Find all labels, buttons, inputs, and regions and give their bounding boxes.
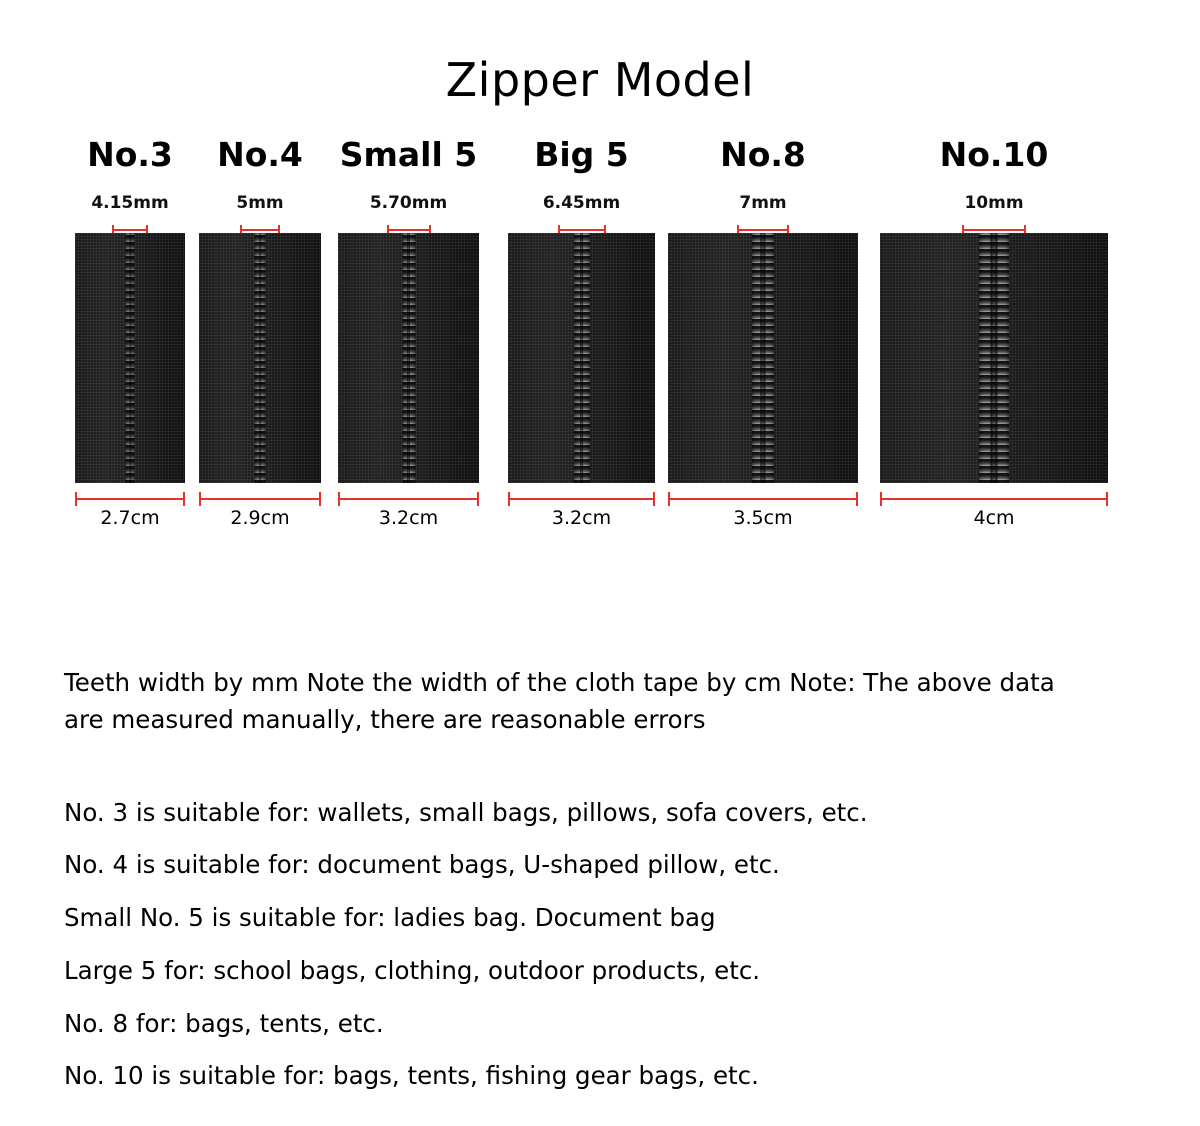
zipper-model-label: No.3: [87, 134, 173, 174]
tape-width-label: 3.2cm: [378, 506, 439, 529]
zipper-teeth-center: [580, 233, 584, 483]
zipper-teeth-center: [407, 233, 410, 483]
teeth-width-arrow: [112, 229, 148, 231]
tape-width-measure: [508, 493, 655, 539]
usage-item: Large 5 for: school bags, clothing, outdoor products, etc.: [64, 955, 761, 985]
zipper-teeth-center: [990, 233, 997, 483]
teeth-width-arrow: [558, 229, 606, 231]
tape-width-arrow: [338, 498, 479, 500]
usage-list: [64, 787, 1140, 1103]
teeth-width-label: 5mm: [236, 192, 284, 213]
tape-width-label: 4cm: [973, 506, 1015, 529]
tape-width-arrow: [199, 498, 321, 500]
zipper-photo: [508, 233, 655, 483]
teeth-width-measure: [880, 193, 1108, 233]
zipper-photo: [199, 233, 321, 483]
zipper-column: [508, 134, 655, 539]
zipper-teeth: [126, 233, 135, 483]
page-title: Zipper Model: [445, 52, 755, 107]
zipper-comparison-diagram: [0, 134, 1200, 558]
zipper-column: [668, 134, 858, 539]
teeth-width-measure: [668, 193, 858, 233]
measurement-note: Teeth width by mm Note the width of the cloth tape by cm Note: The above data are measured manually, there are reasonable errors: [64, 668, 1055, 735]
usage-item: Small No. 5 is suitable for: ladies bag. Document bag: [64, 903, 716, 933]
zipper-teeth: [574, 233, 590, 483]
teeth-width-label: 6.45mm: [542, 192, 621, 213]
teeth-width-label: 4.15mm: [91, 192, 169, 213]
zipper-teeth-center: [259, 233, 262, 483]
tape-width-arrow: [508, 498, 655, 500]
zipper-model-label: No.10: [939, 134, 1049, 174]
teeth-width-arrow: [240, 229, 280, 231]
zipper-photo: [880, 233, 1108, 483]
zipper-teeth: [255, 233, 266, 483]
zipper-photo: [338, 233, 479, 483]
tape-width-arrow: [668, 498, 858, 500]
tape-width-label: 2.9cm: [230, 506, 290, 529]
zipper-teeth-center: [129, 233, 131, 483]
tape-width-measure: [668, 493, 858, 539]
teeth-width-measure: [338, 193, 479, 233]
teeth-width-label: 10mm: [964, 192, 1024, 213]
zipper-teeth: [752, 233, 774, 483]
tape-width-arrow: [880, 498, 1108, 500]
tape-width-measure: [880, 493, 1108, 539]
zipper-model-label: Small 5: [339, 134, 478, 174]
tape-width-label: 3.2cm: [551, 506, 612, 529]
zipper-teeth: [402, 233, 415, 483]
zipper-column: [338, 134, 479, 539]
teeth-width-measure: [199, 193, 321, 233]
zipper-teeth: [979, 233, 1009, 483]
teeth-width-arrow: [387, 229, 431, 231]
usage-item: No. 10 is suitable for: bags, tents, fishing gear bags, etc.: [64, 1061, 759, 1091]
usage-item: No. 8 for: bags, tents, etc.: [64, 1008, 384, 1038]
teeth-width-measure: [508, 193, 655, 233]
zipper-photo: [75, 233, 185, 483]
tape-width-arrow: [75, 498, 185, 500]
zipper-column: [75, 134, 185, 539]
zipper-photo: [668, 233, 858, 483]
tape-width-label: 3.5cm: [733, 506, 793, 529]
teeth-width-arrow: [737, 229, 789, 231]
notes-section: [64, 641, 1140, 1103]
tape-width-measure: [75, 493, 185, 539]
tape-width-label: 2.7cm: [100, 506, 160, 529]
usage-item: No. 3 is suitable for: wallets, small bags, pillows, sofa covers, etc.: [64, 797, 868, 827]
teeth-width-measure: [75, 193, 185, 233]
teeth-width-label: 5.70mm: [369, 192, 448, 213]
zipper-teeth-center: [760, 233, 765, 483]
zipper-model-label: No.4: [217, 134, 303, 174]
tape-width-measure: [338, 493, 479, 539]
teeth-width-label: 7mm: [739, 192, 787, 213]
tape-width-measure: [199, 493, 321, 539]
usage-item: No. 4 is suitable for: document bags, U-shaped pillow, etc.: [64, 850, 780, 880]
zipper-column: [199, 134, 321, 539]
zipper-column: [880, 134, 1108, 539]
teeth-width-arrow: [962, 229, 1026, 231]
zipper-model-label: Big 5: [534, 134, 629, 174]
zipper-model-label: No.8: [720, 134, 806, 174]
